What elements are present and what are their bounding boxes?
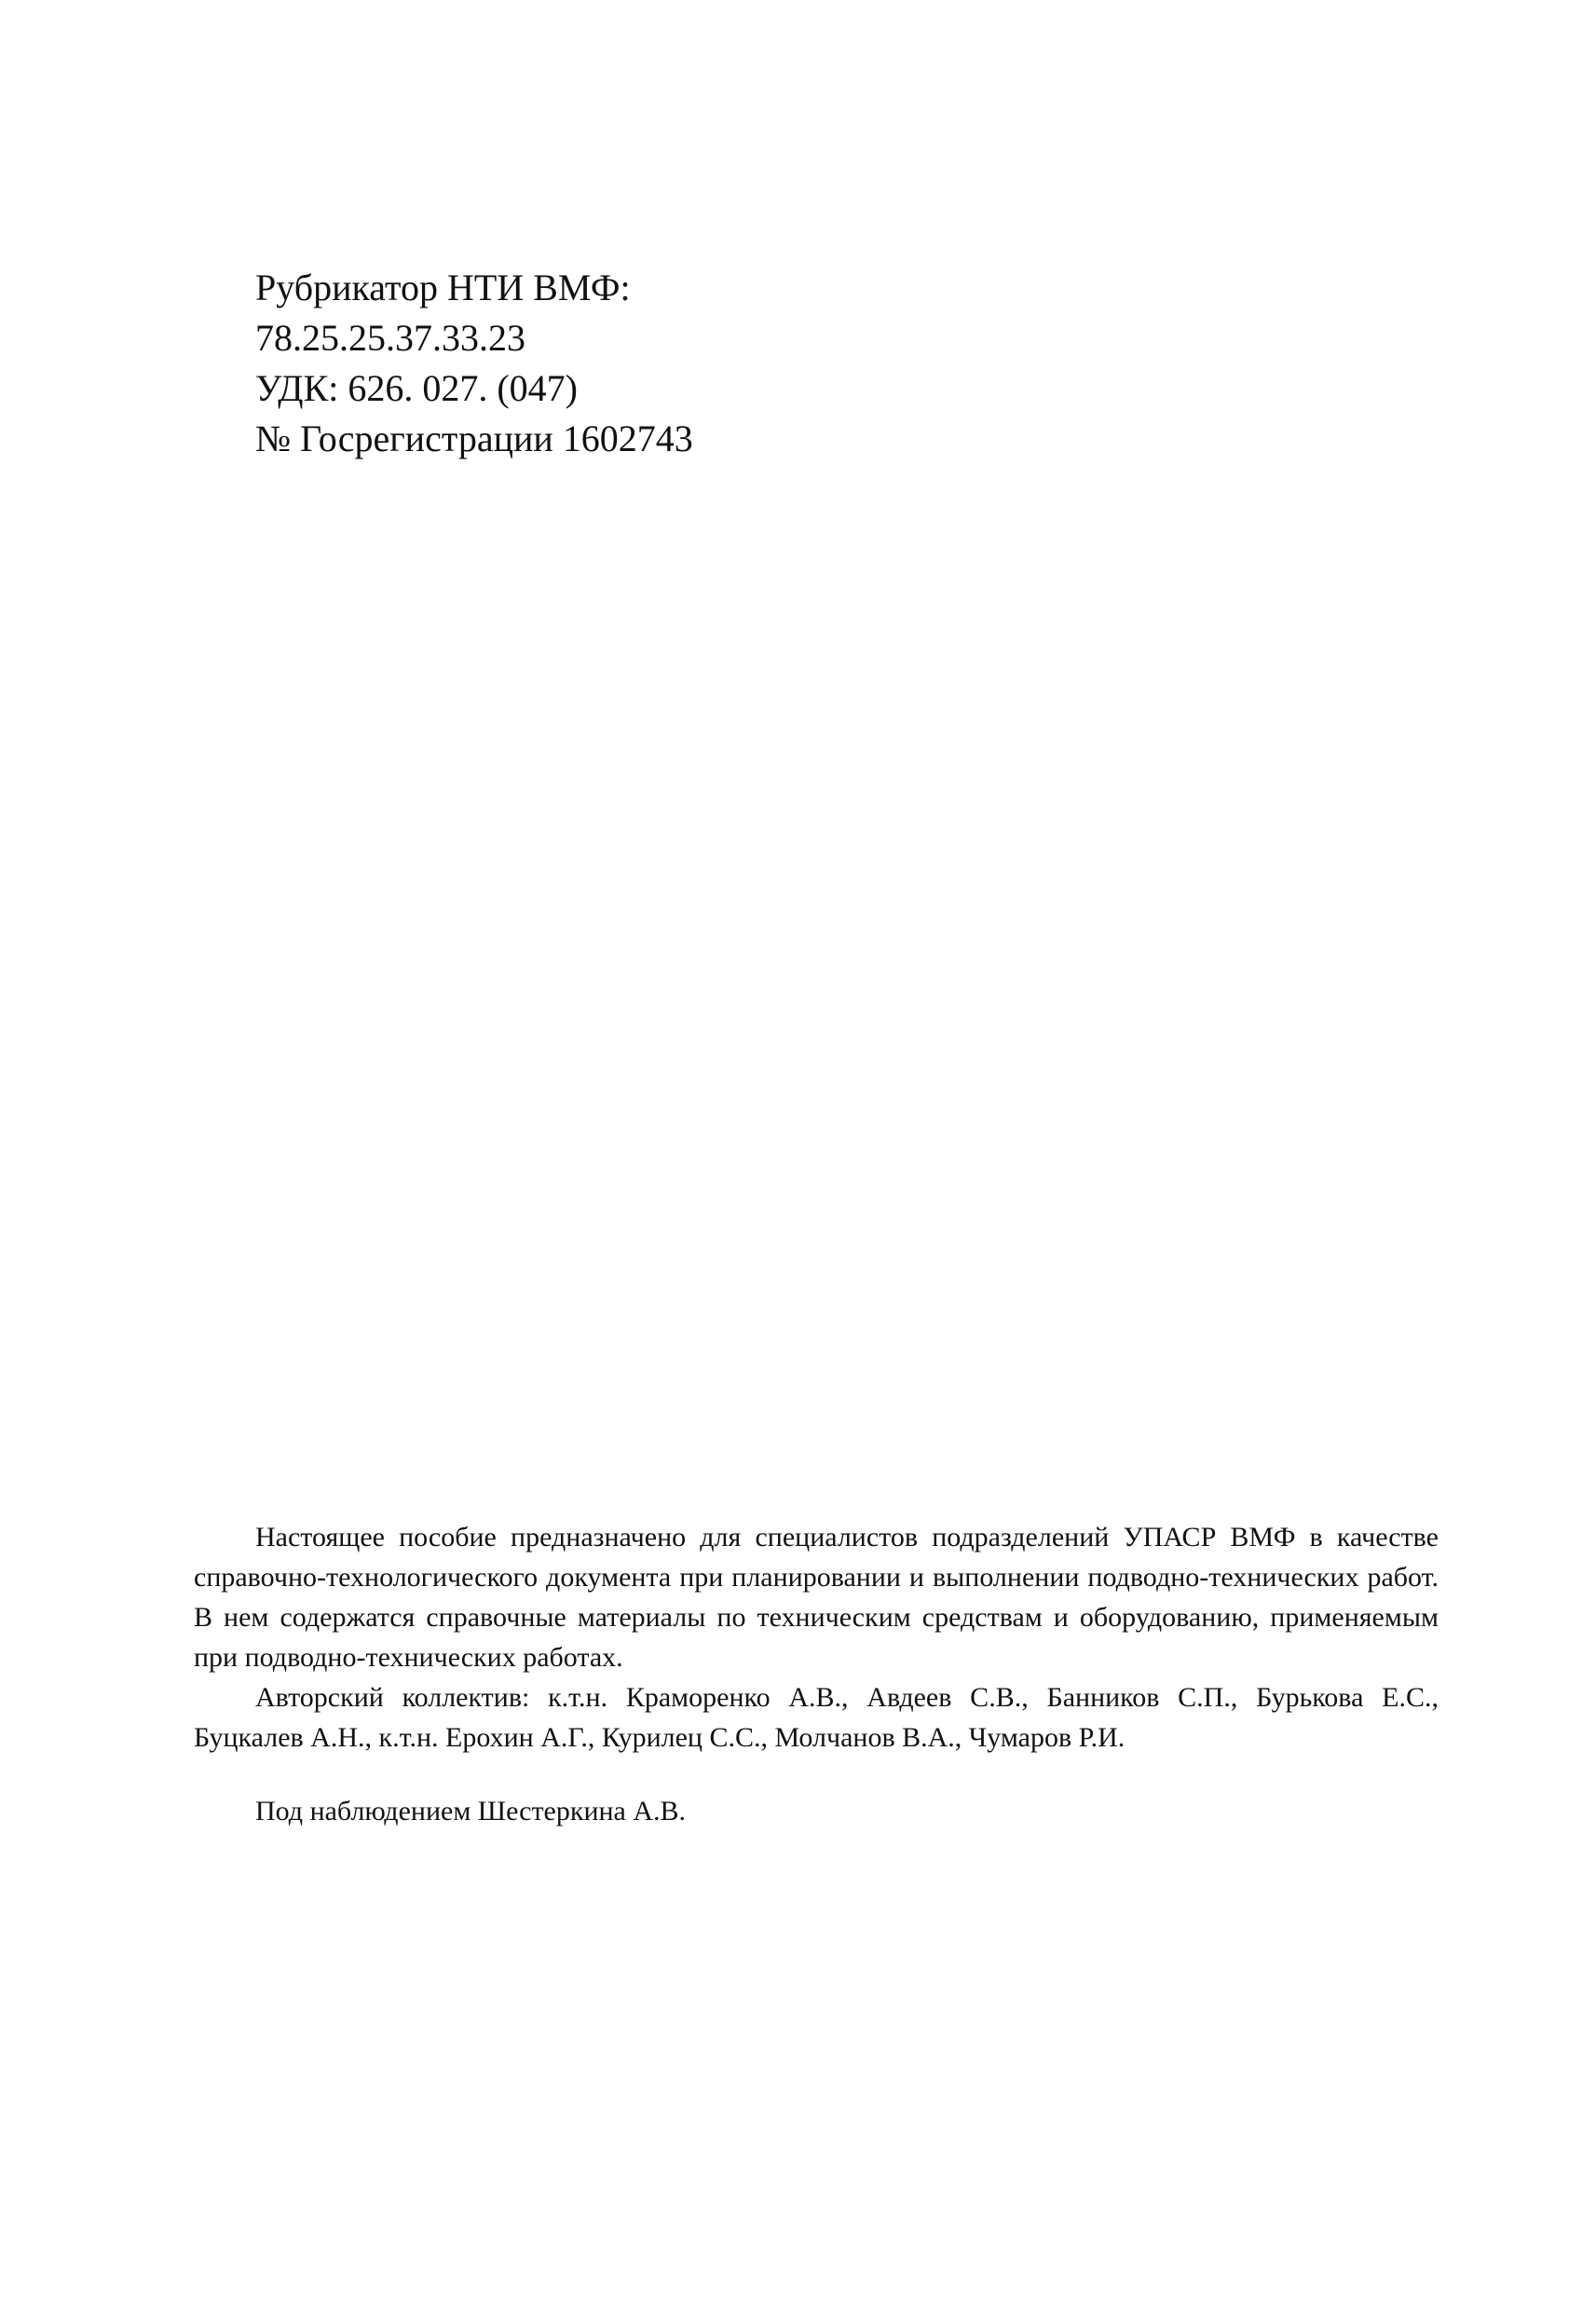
catalog-metadata bbox=[255, 263, 693, 464]
state-registration-number: № Госрегистрации 1602743 bbox=[255, 417, 693, 459]
rubricator-label: Рубрикатор НТИ ВМФ: bbox=[255, 267, 631, 308]
rubricator-code: 78.25.25.37.33.23 bbox=[255, 317, 525, 359]
annotation bbox=[194, 1517, 1439, 1758]
supervision-note: Под наблюдением Шестеркина А.В. bbox=[255, 1796, 687, 1826]
udk-code: УДК: 626. 027. (047) bbox=[255, 367, 578, 409]
purpose-paragraph: Настоящее пособие предназначено для специалистов подразделений УПАСР ВМФ в качестве справочно-технологического документа при планировании и выполнении подводно-технических работ. В нем содержатся справочные материалы по техническим средствам и оборудованию, применяемым при подводно-технических работах. bbox=[194, 1522, 1439, 1673]
authors-paragraph: Авторский коллектив: к.т.н. Краморенко А.В., Авдеев С.В., Банников С.П., Бурькова Е.С., Буцкалев А.Н., к.т.н. Ерохин А.Г., Курилец С.С., Молчанов В.А., Чумаров Р.И. bbox=[194, 1682, 1439, 1753]
